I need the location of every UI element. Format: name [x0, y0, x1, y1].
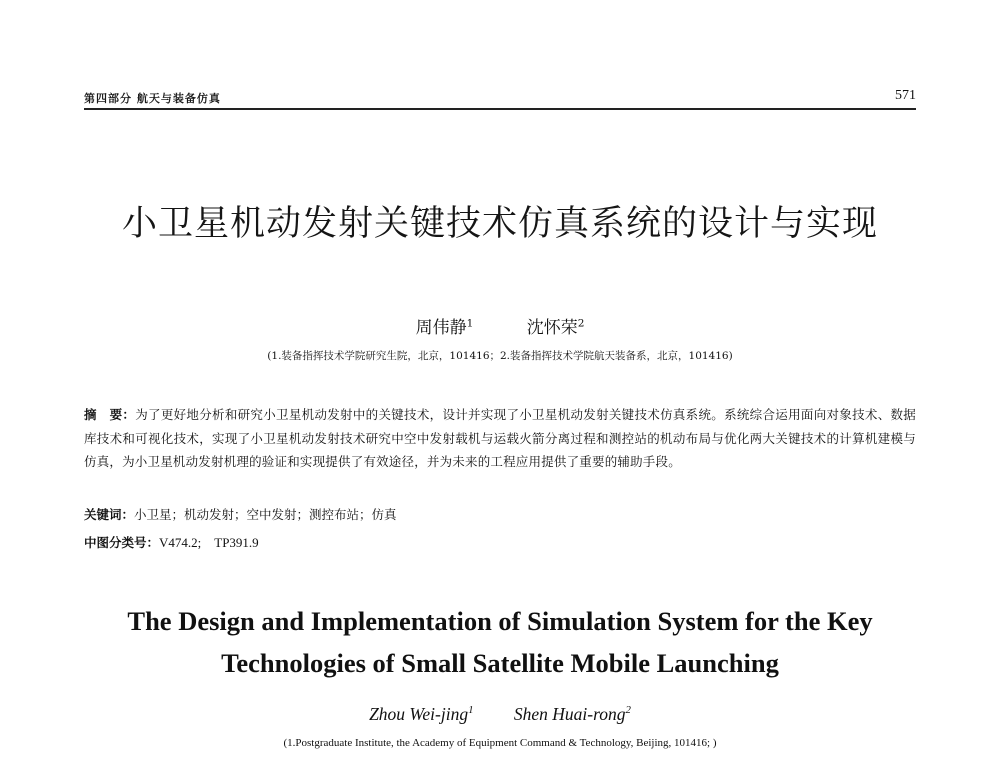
author-name: 沈怀荣: [526, 318, 578, 338]
author-affiliation-mark: 1: [468, 704, 474, 717]
author-affiliation-mark: 2: [625, 704, 631, 717]
page-number: 571: [895, 88, 916, 103]
english-affiliation: (1.Postgraduate Institute, the Academy of Equipment Command & Technology, Beijing, 101416; ): [283, 737, 717, 749]
chinese-abstract: [84, 403, 916, 474]
classification-label: 中图分类号：: [84, 535, 160, 550]
chinese-title: 小卫星机动发射关键技术仿真系统的设计与实现: [121, 204, 878, 244]
author-name: Zhou Wei-jing: [369, 704, 469, 724]
english-title: [0, 600, 1000, 684]
english-authors: [0, 704, 1000, 725]
author-name: Shen Huai-rong: [513, 704, 626, 724]
keywords-line: [84, 505, 916, 523]
author-name: 周伟静: [415, 318, 467, 338]
abstract-label: 摘 要：: [84, 407, 136, 422]
english-author-2: [514, 704, 631, 725]
author-affiliation-mark: 2: [577, 317, 585, 330]
running-head: [84, 88, 916, 108]
english-title-line-2: Technologies of Small Satellite Mobile Launching: [221, 648, 779, 678]
keywords-label: 关键词：: [84, 507, 135, 522]
english-title-line-1: The Design and Implementation of Simulation System for the Key: [127, 606, 873, 636]
chinese-authors: [0, 313, 1000, 338]
chinese-author-1: [416, 313, 474, 338]
english-author-1: [369, 704, 473, 725]
author-affiliation-mark: 1: [466, 317, 474, 330]
running-head-section: 第四部分 航天与装备仿真: [84, 92, 221, 105]
classification-codes: V474.2; TP391.9: [159, 535, 259, 550]
classification-line: [84, 532, 916, 551]
chinese-affiliation: (1.装备指挥技术学院研究生院，北京，101416；2.装备指挥技术学院航天装备系，北京，101416): [267, 350, 733, 362]
chinese-author-2: [527, 313, 585, 338]
keywords-text: 小卫星；机动发射；空中发射；测控布站；仿真: [134, 507, 397, 522]
header-rule: [84, 108, 916, 110]
abstract-text: 为了更好地分析和研究小卫星机动发射中的关键技术，设计并实现了小卫星机动发射关键技术仿真系统。系统综合运用面向对象技术、数据库技术和可视化技术，实现了小卫星机动发射技术研究中空中发射载机与运载火箭分离过程和测控站的机动布局与优化两大关键技术的计算机建模与仿真，为小卫星机动发射机理的验证和实现提供了有效途径，并为未来的工程应用提供了重要的辅助手段。: [84, 407, 917, 469]
